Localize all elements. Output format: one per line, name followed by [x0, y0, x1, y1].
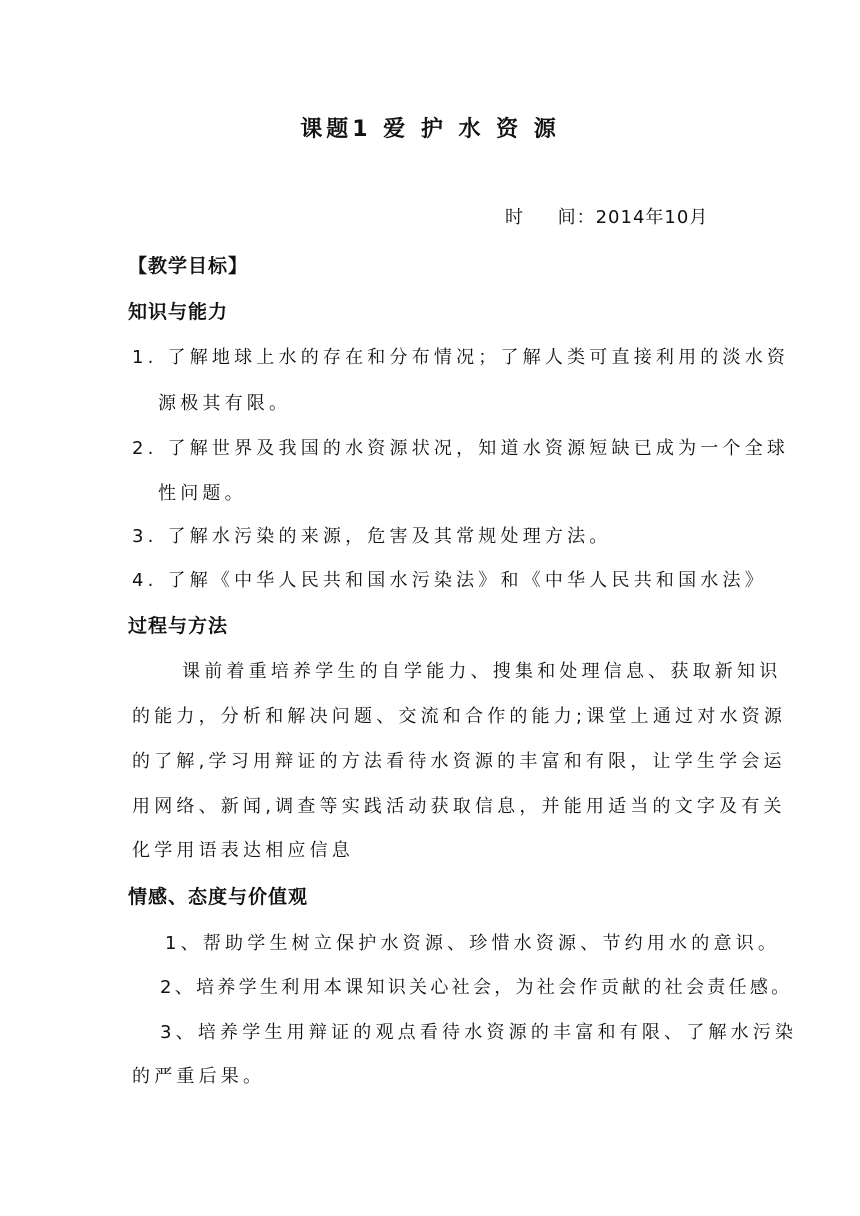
emotion-item-3-line-2: 的严重后果。	[132, 1066, 266, 1087]
process-para-line-1: 课前着重培养学生的自学能力、搜集和处理信息、获取新知识	[182, 661, 782, 682]
knowledge-item-1-line-2: 源极其有限。	[158, 393, 292, 414]
emotion-item-1: 1、帮助学生树立保护水资源、珍惜水资源、节约用水的意识。	[165, 933, 781, 954]
knowledge-item-4: 4. 了解《中华人民共和国水污染法》和《中华人民共和国水法》	[132, 570, 767, 591]
knowledge-heading: 知识与能力	[128, 301, 229, 323]
page-title: 课题1 爱 护 水 资 源	[300, 117, 560, 142]
knowledge-item-2-line-2: 性问题。	[158, 483, 247, 504]
knowledge-item-2-line-1: 2. 了解世界及我国的水资源状况，知道水资源短缺已成为一个全球	[132, 438, 790, 459]
time-line: 时 间：2014年10月	[505, 207, 709, 228]
process-para-line-2: 的能力，分析和解决问题、交流和合作的能力;课堂上通过对水资源	[132, 706, 787, 727]
process-para-line-4: 用网络、新闻,调查等实践活动获取信息，并能用适当的文字及有关	[132, 796, 786, 817]
emotion-item-3-line-1: 3、培养学生用辩证的观点看待水资源的丰富和有限、了解水污染	[160, 1022, 798, 1043]
process-heading: 过程与方法	[128, 615, 229, 637]
process-para-line-3: 的了解,学习用辩证的方法看待水资源的丰富和有限，让学生学会运	[132, 751, 786, 772]
objectives-heading: 【教学目标】	[128, 255, 249, 277]
emotion-item-2: 2、培养学生利用本课知识关心社会，为社会作贡献的社会责任感。	[160, 977, 793, 998]
emotion-heading: 情感、态度与价值观	[128, 886, 309, 908]
knowledge-item-3: 3. 了解水污染的来源，危害及其常规处理方法。	[132, 526, 612, 547]
process-para-line-5: 化学用语表达相应信息	[132, 840, 354, 861]
knowledge-item-1-line-1: 1. 了解地球上水的存在和分布情况；了解人类可直接利用的淡水资	[132, 347, 790, 368]
